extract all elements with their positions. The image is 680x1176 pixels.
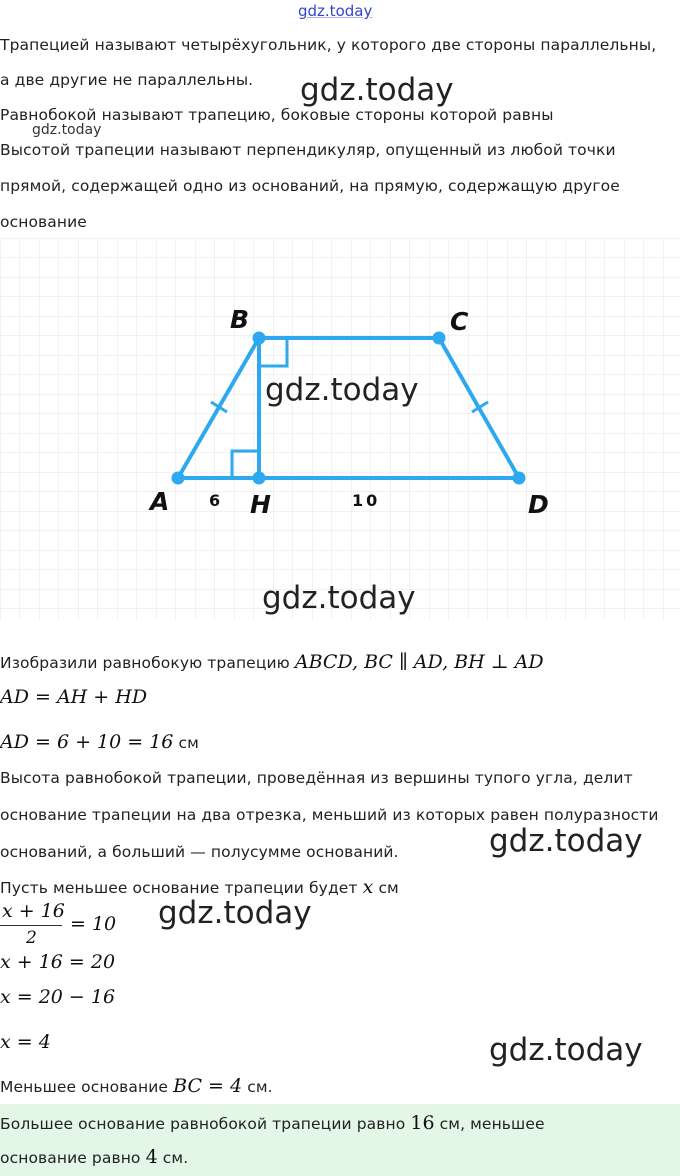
watermark-fraction: gdz.today xyxy=(158,895,312,931)
watermark-figure: gdz.today xyxy=(265,372,419,408)
grid-background xyxy=(0,238,680,620)
fraction-rhs: = 10 xyxy=(70,913,117,935)
smaller-unit: см. xyxy=(247,1078,273,1096)
equation-ad-value xyxy=(0,731,199,753)
answer-part-3: основание равно xyxy=(0,1149,141,1167)
smaller-base-statement xyxy=(0,1075,273,1097)
label-h: H xyxy=(250,490,271,519)
watermark-figure-bottom: gdz.today xyxy=(262,580,416,616)
equation-4: x = 20 − 16 xyxy=(0,986,116,1008)
label-d: D xyxy=(528,490,549,519)
vertex-b xyxy=(253,332,266,345)
answer-line-1 xyxy=(0,1112,545,1134)
watermark-rule: gdz.today xyxy=(489,823,643,859)
theory-line-4: Высотой трапеции называют перпендикуляр, опущенный из любой точки xyxy=(0,141,616,159)
vertex-d xyxy=(513,472,526,485)
label-b: B xyxy=(230,305,250,334)
label-c: C xyxy=(450,307,469,336)
equation-ad-sum: AD = AH + HD xyxy=(0,686,148,708)
rule-line-2: основание трапеции на два отрезка, меньший из которых равен полуразности xyxy=(0,806,659,824)
watermark: gdz.today xyxy=(300,72,454,108)
solution-intro xyxy=(0,651,544,673)
answer-part-4: см. xyxy=(162,1149,189,1167)
vertex-c xyxy=(433,332,446,345)
vertex-a xyxy=(172,472,185,485)
answer-line-2 xyxy=(0,1146,188,1168)
theory-line-5: прямой, содержащей одно из оснований, на прямую, содержащую другое xyxy=(0,177,620,195)
watermark-equation: gdz.today xyxy=(489,1032,643,1068)
vertex-h xyxy=(253,472,266,485)
watermark-small: gdz.today xyxy=(32,122,102,138)
answer-block xyxy=(0,1104,680,1176)
smaller-text: Меньшее основание xyxy=(0,1078,169,1096)
theory-line-2: а две другие не параллельны. xyxy=(0,71,254,89)
intro-math: ABCD, BC ∥ AD, BH ⊥ AD xyxy=(294,651,544,673)
fraction-numerator: x + 16 xyxy=(2,900,65,922)
fraction-bar xyxy=(0,925,62,926)
eq-ad-value-math: AD = 6 + 10 = 16 xyxy=(0,731,174,753)
answer-small-value: 4 xyxy=(145,1146,158,1168)
eq-ad-value-unit: см xyxy=(178,734,199,752)
answer-part-1: Большее основание равнобокой трапеции равно xyxy=(0,1115,406,1133)
label-ah-length: 6 xyxy=(209,491,221,510)
intro-text: Изобразили равнобокую трапецию xyxy=(0,654,290,672)
theory-line-1: Трапецией называют четырёхугольник, у которого две стороны параллельны, xyxy=(0,36,657,54)
equation-3: x + 16 = 20 xyxy=(0,951,116,973)
label-hd-length: 10 xyxy=(352,491,381,510)
let-var: x xyxy=(362,876,374,898)
watermark-top-link[interactable]: gdz.today xyxy=(298,2,373,20)
theory-line-3: Равнобокой называют трапецию, боковые стороны которой равны xyxy=(0,106,554,124)
trapezoid-figure xyxy=(0,238,680,620)
smaller-math: BC = 4 xyxy=(173,1075,243,1097)
fraction-denominator: 2 xyxy=(26,928,37,948)
answer-big-value: 16 xyxy=(410,1112,435,1134)
equation-5: x = 4 xyxy=(0,1031,51,1053)
rule-line-3: оснований, а больший — полусумме оснований. xyxy=(0,843,399,861)
let-unit: см xyxy=(378,879,399,897)
answer-part-2: см, меньшее xyxy=(439,1115,545,1133)
let-text: Пусть меньшее основание трапеции будет xyxy=(0,879,358,897)
label-a: A xyxy=(150,487,170,516)
theory-line-6: основание xyxy=(0,213,87,231)
rule-line-1: Высота равнобокой трапеции, проведённая из вершины тупого угла, делит xyxy=(0,769,633,787)
fraction-equation xyxy=(0,900,130,950)
